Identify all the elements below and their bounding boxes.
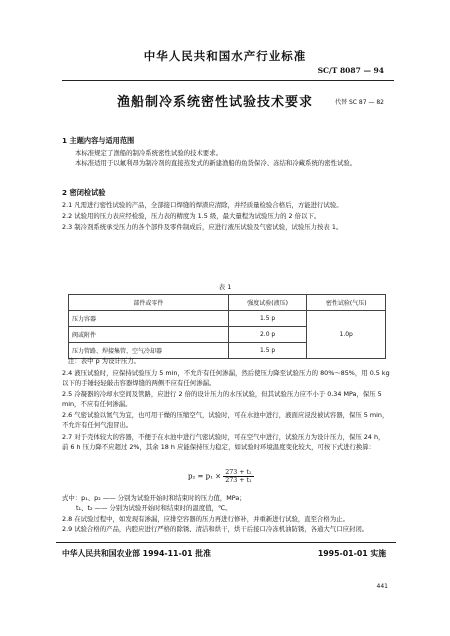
implementation-date: 1995-01-01 实施 <box>317 549 386 558</box>
formula-numerator: 273 + t₂ <box>225 469 252 476</box>
table-cell-strength: 2.0 p <box>228 327 307 343</box>
standard-code: SC/T 8087 — 94 <box>317 66 384 75</box>
formula-fraction <box>223 469 253 484</box>
formula-lhs: p₂ = p₁ × <box>188 472 221 481</box>
document-title: 渔船制冷系统密性试验技术要求 <box>116 95 313 110</box>
table-cell-part: 压力管路、焊接集管、空气冷却器 <box>69 343 229 359</box>
table-cell-strength: 1.5 p <box>228 311 307 327</box>
formula-denominator: 273 + t₁ <box>225 477 252 484</box>
clause-2-2: 2.2 试验用的压力表应经检验，压力表的精度为 1.5 级，最大量程为试验压力的 2 倍以下。 <box>62 212 321 220</box>
standard-title: 中华人民共和国水产行业标准 <box>143 49 307 63</box>
formula-where-line-2: t₁、t₂ —— 分别为试验开始时和结束时的温度值，℃。 <box>76 504 232 512</box>
clause-2-4: 2.4 液压试验时，应保持试验压力 5 min，不允许有任何渗漏，然后使压力降至试验压力的 80%～85%，用 0.5 kg 以下的手锤轻轻敲击容器焊缝的两侧不应有任何渗漏。 <box>62 369 390 387</box>
header-rule <box>62 80 394 81</box>
formula-where-line-1: 式中：p₁、p₂ —— 分别为试验开始时和结束时的压力值，MPa； <box>62 494 246 502</box>
clause-2-7: 2.7 对于壳体较大的容器，不便于在水池中进行气密试验时，可在空气中进行，试验压力为设计压力，保压 24 h，前 6 h 压力降不应超过 2%，其余 18 h 应能保持压力稳定，如试验时环境温度变化较大，可按下式进行换算： <box>62 433 385 451</box>
clause-2-8: 2.8 在试验过程中，如发现有渗漏，应排空容器的压力再进行修补，并重新进行试验，直至合格为止。 <box>62 515 349 523</box>
test-pressure-table <box>68 294 386 359</box>
clause-2-5: 2.5 冷凝器的冷却水空间及管路，应进行 2 倍的设计压力的水压试验，但其试验压力应不小于 0.34 MPa，保压 5 min，不应有任何渗漏。 <box>62 390 382 408</box>
page-number: 441 <box>376 583 388 590</box>
table-header-part: 部件或零件 <box>69 295 229 311</box>
clause-2-9: 2.9 试验合格的产品，内腔应进行严格的除锈、清洁和烘干，烘干后接口冷冻机油防锈，各通大气口应封闭。 <box>62 525 369 533</box>
footer-rule <box>56 542 396 543</box>
section-2-heading: 2 密闭检试验 <box>62 188 106 197</box>
table-note: 注：表中 p 为设计压力。 <box>68 357 141 365</box>
section-1-p2: 本标准适用于以氟利昂为制冷剂的直接蒸发式的新建渔船的鱼货保冷、冻结和冷藏系统的密性试验。 <box>75 159 357 167</box>
table-cell-part: 阀或附件 <box>69 327 229 343</box>
table-header-tightness: 密性试验(气压) <box>307 295 386 311</box>
pressure-formula <box>188 469 254 484</box>
replaces-note: 代替 SC 87 — 82 <box>335 99 384 106</box>
clause-2-1: 2.1 凡需进行密性试验的产品，全部接口焊缝的焊渣应清除，并经质量检验合格后，方能进行试验。 <box>62 201 343 209</box>
clause-2-6: 2.6 气密试验以氮气为宜，也可用干燥的压缩空气，试验时，可在水池中进行，液面应浸没被试容器，保压 5 min，不允许有任何气泡冒出。 <box>62 411 389 429</box>
table-cell-tightness: 1.0p <box>307 311 386 359</box>
section-1-heading: 1 主题内容与适用范围 <box>62 136 135 145</box>
approval-line: 中华人民共和国农业部 1994-11-01 批准 <box>62 549 211 558</box>
table-caption: 表 1 <box>218 283 232 291</box>
clause-2-3: 2.3 制冷剂系统承受压力的各个部件及零件制成后，应进行液压试验及气密试验，试验压力按表 1。 <box>62 223 343 231</box>
table-cell-part: 压力容器 <box>69 311 229 327</box>
table-header-strength: 强度试验(液压) <box>228 295 307 311</box>
table-row <box>69 311 386 327</box>
table-cell-strength: 1.5 p <box>228 343 307 359</box>
section-1-p1: 本标准规定了渔船的制冷系统密性试验的技术要求。 <box>75 149 222 157</box>
table-header-row <box>69 295 386 311</box>
